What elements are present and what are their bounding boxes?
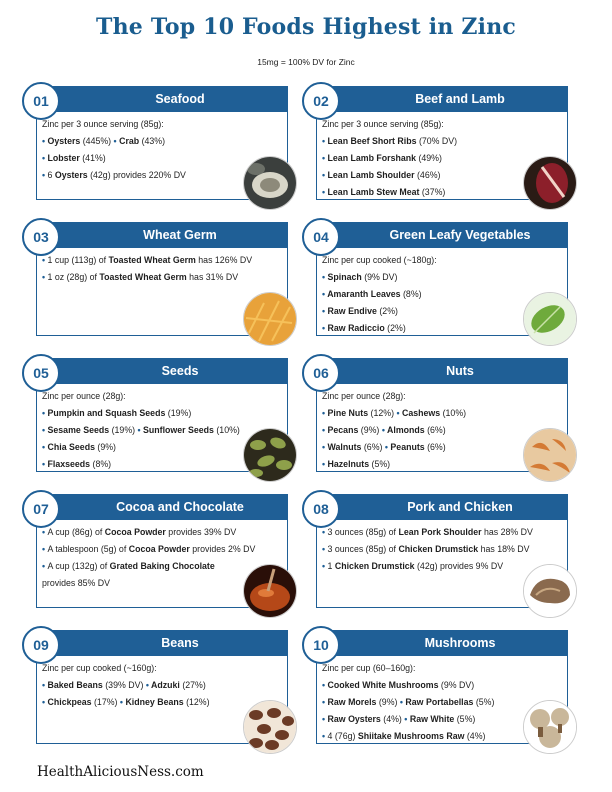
spinach-photo-icon <box>523 292 577 346</box>
card-line <box>322 320 527 337</box>
food-name: Kidney Beans <box>123 697 184 707</box>
food-detail: (2%) <box>384 323 406 333</box>
food-name: Pumpkin and Squash Seeds <box>47 408 166 418</box>
chocolate-photo-icon <box>243 564 297 618</box>
card-line <box>42 116 247 133</box>
card-rank-number: 07 <box>22 490 60 528</box>
food-detail: A cup (132g) of <box>47 561 110 571</box>
card-line <box>42 252 253 269</box>
food-card-05 <box>22 358 287 480</box>
food-detail: (8%) <box>90 459 112 469</box>
food-name: Cocoa Powder <box>128 544 190 554</box>
food-detail: (2%) <box>376 306 398 316</box>
card-line <box>42 167 247 184</box>
food-detail: (9% DV) <box>438 680 475 690</box>
food-name: Sesame Seeds <box>47 425 110 435</box>
food-detail: has 28% DV <box>481 527 533 537</box>
bullet-icon: • <box>322 136 328 146</box>
food-detail: (42g) provides 220% DV <box>87 170 186 180</box>
food-card-07 <box>22 494 287 616</box>
bullet-icon: • <box>322 459 328 469</box>
food-name: Grated Baking Chocolate <box>109 561 215 571</box>
card-line <box>42 439 247 456</box>
food-detail: (10%) <box>440 408 467 418</box>
food-name: Spinach <box>327 272 362 282</box>
food-name: Chia Seeds <box>47 442 95 452</box>
bullet-icon: • <box>322 527 328 537</box>
card-line <box>322 660 527 677</box>
card-rank-number: 05 <box>22 354 60 392</box>
food-detail: has 18% DV <box>478 544 530 554</box>
bullet-icon: • <box>42 459 48 469</box>
bullet-icon: • <box>42 544 48 554</box>
food-card-09 <box>22 630 287 752</box>
card-line <box>322 524 533 541</box>
card-line <box>42 575 247 592</box>
food-name: Pecans <box>327 425 359 435</box>
food-detail: (5%) <box>369 459 391 469</box>
food-card-06 <box>302 358 567 480</box>
card-line <box>322 150 527 167</box>
bullet-icon: • <box>322 289 328 299</box>
food-name: Lean Lamb Forshank <box>327 153 417 163</box>
food-name: Raw Portabellas <box>402 697 474 707</box>
bullet-icon: • <box>322 680 328 690</box>
food-detail: 4 (76g) <box>327 731 358 741</box>
card-line <box>322 728 527 745</box>
food-detail: (6%) <box>424 442 446 452</box>
card-category-title: Wheat Germ <box>36 222 288 248</box>
food-name: Peanuts <box>387 442 425 452</box>
card-line <box>322 439 527 456</box>
food-detail: (9% DV) <box>361 272 398 282</box>
card-content <box>322 660 527 745</box>
food-detail: (5%) <box>454 714 476 724</box>
food-name: Baked Beans <box>47 680 103 690</box>
food-detail: (8%) <box>400 289 422 299</box>
card-content <box>322 388 527 473</box>
food-detail: (6%) <box>424 425 446 435</box>
bullet-icon: • <box>322 408 328 418</box>
bullet-icon: • <box>322 442 328 452</box>
bullet-icon: • <box>42 442 48 452</box>
bullet-icon: • <box>42 170 48 180</box>
food-name: Walnuts <box>327 442 362 452</box>
food-name: Cocoa Powder <box>104 527 166 537</box>
card-line <box>42 150 247 167</box>
food-name: Shiitake Mushrooms Raw <box>357 731 465 741</box>
card-category-title: Green Leafy Vegetables <box>316 222 568 248</box>
food-name: Raw Radiccio <box>327 323 385 333</box>
food-detail: 1 <box>327 561 335 571</box>
food-name: Toasted Wheat Germ <box>99 272 187 282</box>
bullet-icon: • <box>42 680 48 690</box>
food-detail: (49%) <box>416 153 442 163</box>
bullet-icon: • <box>42 425 48 435</box>
food-name: Lean Beef Short Ribs <box>327 136 417 146</box>
bullet-icon: • <box>396 408 400 418</box>
card-rank-number: 06 <box>302 354 340 392</box>
food-detail: (4%) <box>380 714 405 724</box>
bullet-icon: • <box>322 187 328 197</box>
card-rank-number: 10 <box>302 626 340 664</box>
food-name: Lean Lamb Shoulder <box>327 170 415 180</box>
food-detail: (19%) <box>165 408 192 418</box>
food-detail: has 126% DV <box>195 255 253 265</box>
card-line-text: Zinc per cup (60–160g): <box>322 663 416 673</box>
card-line-text: Zinc per cup cooked (~180g): <box>322 255 437 265</box>
card-content <box>42 660 247 711</box>
card-content <box>322 252 527 337</box>
bullet-icon: • <box>322 425 328 435</box>
food-detail: (10%) <box>213 425 240 435</box>
food-detail: (4%) <box>464 731 486 741</box>
card-line <box>322 286 527 303</box>
card-rank-number: 09 <box>22 626 60 664</box>
page-subtitle: 15mg = 100% DV for Zinc <box>257 57 355 67</box>
card-line <box>42 677 247 694</box>
card-line <box>322 422 527 439</box>
card-line <box>322 303 527 320</box>
bullet-icon: • <box>119 697 123 707</box>
card-line <box>42 388 247 405</box>
card-line <box>42 660 247 677</box>
food-detail: (41%) <box>79 153 106 163</box>
food-name: Crab <box>116 136 140 146</box>
food-detail: (9%) <box>358 425 382 435</box>
food-detail: (19%) <box>109 425 138 435</box>
food-name: Sunflower Seeds <box>140 425 214 435</box>
food-name: Raw Endive <box>327 306 377 316</box>
card-line <box>322 167 527 184</box>
wheat-germ-photo-icon <box>243 292 297 346</box>
bullet-icon: • <box>145 680 149 690</box>
card-line <box>322 677 527 694</box>
food-detail: 3 ounces (85g) of <box>327 544 399 554</box>
card-line <box>42 541 256 558</box>
card-category-title: Beef and Lamb <box>316 86 568 112</box>
card-category-title: Cocoa and Chocolate <box>36 494 288 520</box>
card-category-title: Pork and Chicken <box>316 494 568 520</box>
card-line-text: provides 85% DV <box>42 578 110 588</box>
bullet-icon: • <box>137 425 141 435</box>
food-name: Toasted Wheat Germ <box>108 255 196 265</box>
card-line-text: Zinc per 3 ounce serving (85g): <box>42 119 164 129</box>
bullet-icon: • <box>322 272 328 282</box>
card-line <box>322 456 527 473</box>
food-detail: (70% DV) <box>416 136 458 146</box>
bullet-icon: • <box>42 408 48 418</box>
food-name: Amaranth Leaves <box>327 289 401 299</box>
bullet-icon: • <box>42 136 48 146</box>
bullet-icon: • <box>42 153 48 163</box>
card-line <box>42 269 247 286</box>
card-content <box>322 524 533 575</box>
food-name: Adzuki <box>148 680 180 690</box>
card-line-text: Zinc per ounce (28g): <box>42 391 126 401</box>
food-card-02 <box>302 86 567 208</box>
food-detail: 6 <box>47 170 55 180</box>
bullet-icon: • <box>42 272 48 282</box>
bullet-icon: • <box>381 425 385 435</box>
beans-photo-icon <box>243 700 297 754</box>
card-content <box>322 116 527 201</box>
bullet-icon: • <box>322 544 328 554</box>
bullet-icon: • <box>42 697 48 707</box>
card-category-title: Seeds <box>36 358 288 384</box>
food-name: Lean Pork Shoulder <box>398 527 482 537</box>
card-category-title: Nuts <box>316 358 568 384</box>
beef-photo-icon <box>523 156 577 210</box>
card-content <box>42 524 256 592</box>
bullet-icon: • <box>399 697 403 707</box>
card-line <box>42 422 247 439</box>
card-line <box>322 558 527 575</box>
card-line <box>42 405 247 422</box>
oyster-photo-icon <box>243 156 297 210</box>
page-title: The Top 10 Foods Highest in Zinc <box>96 14 516 40</box>
food-name: Chicken Drumstick <box>398 544 479 554</box>
food-name: Flaxseeds <box>47 459 91 469</box>
card-category-title: Seafood <box>36 86 288 112</box>
card-line <box>42 558 247 575</box>
card-line-text: Zinc per 3 ounce serving (85g): <box>322 119 444 129</box>
food-name: Oysters <box>54 170 88 180</box>
mushrooms-photo-icon <box>523 700 577 754</box>
food-detail: (12%) <box>183 697 210 707</box>
card-category-title: Mushrooms <box>316 630 568 656</box>
food-name: Cashews <box>399 408 441 418</box>
card-line <box>322 133 527 150</box>
card-line <box>322 541 530 558</box>
card-line <box>322 269 527 286</box>
food-detail: (9%) <box>94 442 116 452</box>
card-line <box>322 252 527 269</box>
card-content <box>42 388 247 473</box>
food-name: Pine Nuts <box>327 408 369 418</box>
card-rank-number: 04 <box>302 218 340 256</box>
food-detail: 3 ounces (85g) of <box>327 527 399 537</box>
bullet-icon: • <box>322 153 328 163</box>
food-name: Raw White <box>407 714 455 724</box>
food-detail: provides 39% DV <box>165 527 237 537</box>
card-line <box>42 456 247 473</box>
food-name: Lobster <box>47 153 80 163</box>
card-category-title: Beans <box>36 630 288 656</box>
card-line <box>322 405 527 422</box>
food-card-03 <box>22 222 287 344</box>
card-line <box>42 524 247 541</box>
bullet-icon: • <box>42 561 48 571</box>
food-name: Lean Lamb Stew Meat <box>327 187 420 197</box>
food-card-08 <box>302 494 567 616</box>
food-detail: (27%) <box>179 680 206 690</box>
food-name: Almonds <box>384 425 425 435</box>
food-card-04 <box>302 222 567 344</box>
food-detail: 1 cup (113g) of <box>47 255 109 265</box>
card-line <box>322 388 527 405</box>
card-line <box>322 711 527 728</box>
food-detail: (17%) <box>91 697 120 707</box>
food-detail: (6%) <box>361 442 385 452</box>
bullet-icon: • <box>404 714 408 724</box>
card-rank-number: 03 <box>22 218 60 256</box>
bullet-icon: • <box>322 306 328 316</box>
card-line-text: Zinc per ounce (28g): <box>322 391 406 401</box>
bullet-icon: • <box>113 136 117 146</box>
food-detail: (42g) provides 9% DV <box>414 561 504 571</box>
food-detail: (37%) <box>419 187 446 197</box>
food-detail: A cup (86g) of <box>47 527 105 537</box>
card-content <box>42 252 253 286</box>
card-rank-number: 02 <box>302 82 340 120</box>
bullet-icon: • <box>42 255 48 265</box>
food-name: Hazelnuts <box>327 459 370 469</box>
food-detail: (39% DV) <box>102 680 146 690</box>
food-card-10 <box>302 630 567 752</box>
card-line <box>42 133 247 150</box>
food-detail: (46%) <box>414 170 441 180</box>
food-name: Oysters <box>47 136 81 146</box>
bullet-icon: • <box>322 731 328 741</box>
card-line <box>42 694 247 711</box>
food-detail: provides 2% DV <box>189 544 256 554</box>
food-detail: 1 oz (28g) of <box>47 272 100 282</box>
card-rank-number: 08 <box>302 490 340 528</box>
bullet-icon: • <box>322 170 328 180</box>
food-name: Cooked White Mushrooms <box>327 680 439 690</box>
card-line <box>322 694 527 711</box>
bullet-icon: • <box>322 323 328 333</box>
card-line-text: Zinc per cup cooked (~160g): <box>42 663 157 673</box>
food-detail: (5%) <box>473 697 495 707</box>
cashews-photo-icon <box>523 428 577 482</box>
bullet-icon: • <box>322 561 328 571</box>
bullet-icon: • <box>42 527 48 537</box>
card-content <box>42 116 247 184</box>
card-line <box>322 184 527 201</box>
food-detail: (445%) <box>80 136 114 146</box>
food-name: Raw Oysters <box>327 714 381 724</box>
pork-photo-icon <box>523 564 577 618</box>
food-detail: (9%) <box>376 697 400 707</box>
bullet-icon: • <box>322 697 328 707</box>
pumpkin-seeds-photo-icon <box>243 428 297 482</box>
food-detail: (43%) <box>139 136 166 146</box>
card-rank-number: 01 <box>22 82 60 120</box>
food-card-01 <box>22 86 287 208</box>
bullet-icon: • <box>322 714 328 724</box>
card-line <box>322 116 527 133</box>
food-detail: has 31% DV <box>186 272 239 282</box>
site-footer: HealthAliciousNess.com <box>37 764 204 780</box>
food-detail: (12%) <box>368 408 397 418</box>
food-name: Chicken Drumstick <box>334 561 415 571</box>
food-name: Raw Morels <box>327 697 377 707</box>
bullet-icon: • <box>384 442 388 452</box>
food-detail: A tablespoon (5g) of <box>47 544 129 554</box>
food-name: Chickpeas <box>47 697 92 707</box>
